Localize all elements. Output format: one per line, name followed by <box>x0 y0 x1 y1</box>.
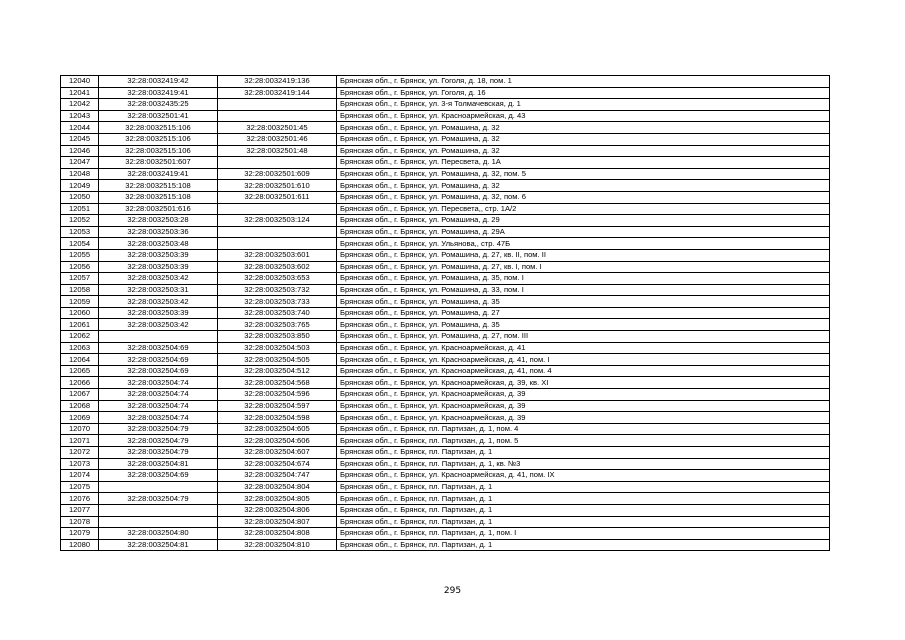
related-cadastral-number-cell: 32:28:0032501:46 <box>218 133 337 145</box>
address-cell: Брянская обл., г. Брянск, ул. Гоголя, д. 16 <box>337 87 830 99</box>
related-cadastral-number-cell: 32:28:0032504:810 <box>218 539 337 551</box>
related-cadastral-number-cell: 32:28:0032504:808 <box>218 528 337 540</box>
table-row <box>61 377 830 389</box>
cadastral-number-cell: 32:28:0032504:74 <box>99 400 218 412</box>
cadastral-number-cell: 32:28:0032501:41 <box>99 110 218 122</box>
record-number-cell: 12078 <box>61 516 99 528</box>
cadastral-number-cell: 32:28:0032504:80 <box>99 528 218 540</box>
address-cell: Брянская обл., г. Брянск, ул. Ромашина, д. 35, пом. I <box>337 273 830 285</box>
address-cell: Брянская обл., г. Брянск, пл. Партизан, д. 1 <box>337 447 830 459</box>
record-number-cell: 12052 <box>61 215 99 227</box>
cadastral-number-cell: 32:28:0032503:28 <box>99 215 218 227</box>
related-cadastral-number-cell: 32:28:0032501:45 <box>218 122 337 134</box>
record-number-cell: 12057 <box>61 273 99 285</box>
record-number-cell: 12071 <box>61 435 99 447</box>
related-cadastral-number-cell: 32:28:0032504:674 <box>218 458 337 470</box>
cadastral-number-cell: 32:28:0032504:81 <box>99 539 218 551</box>
related-cadastral-number-cell: 32:28:0032503:765 <box>218 319 337 331</box>
related-cadastral-number-cell: 32:28:0032501:611 <box>218 191 337 203</box>
table-row <box>61 261 830 273</box>
address-cell: Брянская обл., г. Брянск, пл. Партизан, д. 1, пом. 4 <box>337 423 830 435</box>
related-cadastral-number-cell: 32:28:0032503:602 <box>218 261 337 273</box>
record-number-cell: 12049 <box>61 180 99 192</box>
record-number-cell: 12067 <box>61 389 99 401</box>
address-cell: Брянская обл., г. Брянск, пл. Партизан, д. 1 <box>337 481 830 493</box>
address-cell: Брянская обл., г. Брянск, ул. Красноармейская, д. 41, пом. IX <box>337 470 830 482</box>
table-row <box>61 180 830 192</box>
cadastral-number-cell: 32:28:0032515:106 <box>99 145 218 157</box>
related-cadastral-number-cell: 32:28:0032419:136 <box>218 76 337 88</box>
record-number-cell: 12059 <box>61 296 99 308</box>
record-number-cell: 12065 <box>61 365 99 377</box>
table-row <box>61 400 830 412</box>
address-cell: Брянская обл., г. Брянск, ул. Ромашина, д. 27 <box>337 307 830 319</box>
record-number-cell: 12074 <box>61 470 99 482</box>
address-cell: Брянская обл., г. Брянск, пл. Партизан, д. 1, кв. №3 <box>337 458 830 470</box>
record-number-cell: 12046 <box>61 145 99 157</box>
address-cell: Брянская обл., г. Брянск, ул. Ромашина, д. 32, пом. 5 <box>337 168 830 180</box>
record-number-cell: 12062 <box>61 331 99 343</box>
cadastral-number-cell: 32:28:0032503:42 <box>99 319 218 331</box>
address-cell: Брянская обл., г. Брянск, пл. Партизан, д. 1, пом. I <box>337 528 830 540</box>
related-cadastral-number-cell <box>218 226 337 238</box>
cadastral-number-cell <box>99 504 218 516</box>
record-number-cell: 12051 <box>61 203 99 215</box>
related-cadastral-number-cell: 32:28:0032504:598 <box>218 412 337 424</box>
related-cadastral-number-cell <box>218 110 337 122</box>
cadastral-number-cell: 32:28:0032504:69 <box>99 365 218 377</box>
table-row <box>61 99 830 111</box>
table-row <box>61 389 830 401</box>
address-cell: Брянская обл., г. Брянск, пл. Партизан, д. 1 <box>337 504 830 516</box>
table-row <box>61 354 830 366</box>
record-number-cell: 12080 <box>61 539 99 551</box>
table-row <box>61 157 830 169</box>
address-cell: Брянская обл., г. Брянск, ул. Ромашина, д. 27, пом. III <box>337 331 830 343</box>
record-number-cell: 12058 <box>61 284 99 296</box>
address-cell: Брянская обл., г. Брянск, ул. Ромашина, д. 27, кв. II, пом. II <box>337 249 830 261</box>
cadastral-number-cell: 32:28:0032503:39 <box>99 307 218 319</box>
related-cadastral-number-cell: 32:28:0032504:807 <box>218 516 337 528</box>
address-cell: Брянская обл., г. Брянск, пл. Партизан, д. 1 <box>337 539 830 551</box>
table-row <box>61 539 830 551</box>
cadastral-number-cell <box>99 516 218 528</box>
related-cadastral-number-cell: 32:28:0032503:601 <box>218 249 337 261</box>
address-cell: Брянская обл., г. Брянск, ул. Ромашина, д. 35 <box>337 296 830 308</box>
address-cell: Брянская обл., г. Брянск, ул. Пересвета,, стр. 1А/2 <box>337 203 830 215</box>
table-row <box>61 342 830 354</box>
cadastral-number-cell <box>99 331 218 343</box>
related-cadastral-number-cell: 32:28:0032501:48 <box>218 145 337 157</box>
address-cell: Брянская обл., г. Брянск, ул. Красноармейская, д. 39, кв. XI <box>337 377 830 389</box>
cadastral-number-cell: 32:28:0032419:41 <box>99 87 218 99</box>
address-cell: Брянская обл., г. Брянск, пл. Партизан, д. 1 <box>337 493 830 505</box>
table-row <box>61 481 830 493</box>
table-row <box>61 365 830 377</box>
cadastral-number-cell: 32:28:0032515:108 <box>99 191 218 203</box>
cadastral-number-cell: 32:28:0032503:31 <box>99 284 218 296</box>
related-cadastral-number-cell <box>218 203 337 215</box>
cadastral-number-cell: 32:28:0032504:79 <box>99 493 218 505</box>
record-number-cell: 12055 <box>61 249 99 261</box>
address-cell: Брянская обл., г. Брянск, ул. Ромашина, д. 29 <box>337 215 830 227</box>
address-cell: Брянская обл., г. Брянск, ул. Ромашина, д. 32 <box>337 122 830 134</box>
address-cell: Брянская обл., г. Брянск, пл. Партизан, д. 1, пом. 5 <box>337 435 830 447</box>
table-row <box>61 331 830 343</box>
table-row <box>61 470 830 482</box>
address-cell: Брянская обл., г. Брянск, ул. Красноармейская, д. 41, пом. I <box>337 354 830 366</box>
cadastral-number-cell: 32:28:0032504:74 <box>99 412 218 424</box>
related-cadastral-number-cell: 32:28:0032504:505 <box>218 354 337 366</box>
related-cadastral-number-cell: 32:28:0032503:733 <box>218 296 337 308</box>
cadastral-number-cell: 32:28:0032501:616 <box>99 203 218 215</box>
related-cadastral-number-cell <box>218 157 337 169</box>
table-row <box>61 423 830 435</box>
table-row <box>61 238 830 250</box>
address-cell: Брянская обл., г. Брянск, пл. Партизан, д. 1 <box>337 516 830 528</box>
table-row <box>61 203 830 215</box>
cadastral-number-cell: 32:28:0032503:42 <box>99 273 218 285</box>
address-cell: Брянская обл., г. Брянск, ул. Ромашина, д. 33, пом. I <box>337 284 830 296</box>
table-row <box>61 145 830 157</box>
address-cell: Брянская обл., г. Брянск, ул. Красноармейская, д. 41, пом. 4 <box>337 365 830 377</box>
cadastral-number-cell: 32:28:0032419:42 <box>99 76 218 88</box>
table-row <box>61 319 830 331</box>
record-number-cell: 12076 <box>61 493 99 505</box>
address-cell: Брянская обл., г. Брянск, ул. Красноармейская, д. 39 <box>337 400 830 412</box>
address-cell: Брянская обл., г. Брянск, ул. Пересвета, д. 1А <box>337 157 830 169</box>
record-number-cell: 12069 <box>61 412 99 424</box>
related-cadastral-number-cell: 32:28:0032504:747 <box>218 470 337 482</box>
table-row <box>61 284 830 296</box>
record-number-cell: 12050 <box>61 191 99 203</box>
related-cadastral-number-cell <box>218 238 337 250</box>
table-row <box>61 191 830 203</box>
table-row <box>61 168 830 180</box>
address-cell: Брянская обл., г. Брянск, ул. Ромашина, д. 32 <box>337 180 830 192</box>
table-row <box>61 76 830 88</box>
record-number-cell: 12073 <box>61 458 99 470</box>
related-cadastral-number-cell: 32:28:0032503:850 <box>218 331 337 343</box>
table-row <box>61 296 830 308</box>
cadastral-number-cell: 32:28:0032504:79 <box>99 447 218 459</box>
table-row <box>61 249 830 261</box>
address-cell: Брянская обл., г. Брянск, ул. Гоголя, д. 18, пом. 1 <box>337 76 830 88</box>
record-number-cell: 12064 <box>61 354 99 366</box>
address-cell: Брянская обл., г. Брянск, ул. Ульянова,, стр. 47Б <box>337 238 830 250</box>
address-cell: Брянская обл., г. Брянск, ул. Ромашина, д. 32, пом. 6 <box>337 191 830 203</box>
table-row <box>61 412 830 424</box>
address-cell: Брянская обл., г. Брянск, ул. Красноармейская, д. 43 <box>337 110 830 122</box>
cadastral-number-cell: 32:28:0032504:69 <box>99 354 218 366</box>
address-cell: Брянская обл., г. Брянск, ул. Ромашина, д. 29А <box>337 226 830 238</box>
page-number: 295 <box>443 586 462 596</box>
cadastral-number-cell: 32:28:0032419:41 <box>99 168 218 180</box>
address-cell: Брянская обл., г. Брянск, ул. Ромашина, д. 32 <box>337 133 830 145</box>
record-number-cell: 12075 <box>61 481 99 493</box>
record-number-cell: 12053 <box>61 226 99 238</box>
related-cadastral-number-cell: 32:28:0032504:503 <box>218 342 337 354</box>
record-number-cell: 12061 <box>61 319 99 331</box>
cadastral-number-cell: 32:28:0032504:69 <box>99 470 218 482</box>
address-cell: Брянская обл., г. Брянск, ул. Красноармейская, д. 39 <box>337 389 830 401</box>
record-number-cell: 12072 <box>61 447 99 459</box>
related-cadastral-number-cell: 32:28:0032501:610 <box>218 180 337 192</box>
table-row <box>61 516 830 528</box>
related-cadastral-number-cell: 32:28:0032504:607 <box>218 447 337 459</box>
record-number-cell: 12056 <box>61 261 99 273</box>
related-cadastral-number-cell: 32:28:0032419:144 <box>218 87 337 99</box>
cadastral-number-cell: 32:28:0032503:39 <box>99 249 218 261</box>
cadastral-number-cell: 32:28:0032503:48 <box>99 238 218 250</box>
table-row <box>61 307 830 319</box>
record-number-cell: 12060 <box>61 307 99 319</box>
table-row <box>61 447 830 459</box>
table-row <box>61 133 830 145</box>
table-row <box>61 504 830 516</box>
table-row <box>61 273 830 285</box>
cadastral-number-cell <box>99 481 218 493</box>
table-row <box>61 493 830 505</box>
address-cell: Брянская обл., г. Брянск, ул. Ромашина, д. 35 <box>337 319 830 331</box>
record-number-cell: 12047 <box>61 157 99 169</box>
record-number-cell: 12079 <box>61 528 99 540</box>
cadastral-number-cell: 32:28:0032515:106 <box>99 122 218 134</box>
record-number-cell: 12045 <box>61 133 99 145</box>
record-number-cell: 12042 <box>61 99 99 111</box>
related-cadastral-number-cell <box>218 99 337 111</box>
table-row <box>61 226 830 238</box>
related-cadastral-number-cell: 32:28:0032503:653 <box>218 273 337 285</box>
cadastral-number-cell: 32:28:0032503:36 <box>99 226 218 238</box>
record-number-cell: 12070 <box>61 423 99 435</box>
table-row <box>61 528 830 540</box>
cadastral-number-cell: 32:28:0032504:74 <box>99 377 218 389</box>
record-number-cell: 12068 <box>61 400 99 412</box>
table-row <box>61 458 830 470</box>
address-cell: Брянская обл., г. Брянск, ул. Красноармейская, д. 41 <box>337 342 830 354</box>
related-cadastral-number-cell: 32:28:0032504:804 <box>218 481 337 493</box>
cadastral-number-cell: 32:28:0032515:106 <box>99 133 218 145</box>
address-cell: Брянская обл., г. Брянск, ул. Ромашина, д. 32 <box>337 145 830 157</box>
cadastral-number-cell: 32:28:0032435:25 <box>99 99 218 111</box>
related-cadastral-number-cell: 32:28:0032503:124 <box>218 215 337 227</box>
cadastral-number-cell: 32:28:0032504:69 <box>99 342 218 354</box>
record-number-cell: 12040 <box>61 76 99 88</box>
record-number-cell: 12063 <box>61 342 99 354</box>
address-cell: Брянская обл., г. Брянск, ул. Красноармейская, д. 39 <box>337 412 830 424</box>
related-cadastral-number-cell: 32:28:0032504:512 <box>218 365 337 377</box>
table-row <box>61 435 830 447</box>
related-cadastral-number-cell: 32:28:0032504:805 <box>218 493 337 505</box>
related-cadastral-number-cell: 32:28:0032504:605 <box>218 423 337 435</box>
cadastral-number-cell: 32:28:0032504:74 <box>99 389 218 401</box>
address-cell: Брянская обл., г. Брянск, ул. 3-я Толмачевская, д. 1 <box>337 99 830 111</box>
related-cadastral-number-cell: 32:28:0032504:596 <box>218 389 337 401</box>
record-number-cell: 12066 <box>61 377 99 389</box>
cadastral-number-cell: 32:28:0032515:108 <box>99 180 218 192</box>
related-cadastral-number-cell: 32:28:0032504:606 <box>218 435 337 447</box>
cadastral-number-cell: 32:28:0032504:79 <box>99 423 218 435</box>
related-cadastral-number-cell: 32:28:0032503:732 <box>218 284 337 296</box>
related-cadastral-number-cell: 32:28:0032504:568 <box>218 377 337 389</box>
record-number-cell: 12041 <box>61 87 99 99</box>
table-row <box>61 87 830 99</box>
record-number-cell: 12054 <box>61 238 99 250</box>
record-number-cell: 12077 <box>61 504 99 516</box>
address-cell: Брянская обл., г. Брянск, ул. Ромашина, д. 27, кв. I, пом. I <box>337 261 830 273</box>
related-cadastral-number-cell: 32:28:0032504:597 <box>218 400 337 412</box>
registry-table <box>60 75 830 551</box>
registry-table-body <box>61 76 830 551</box>
table-row <box>61 110 830 122</box>
cadastral-number-cell: 32:28:0032503:39 <box>99 261 218 273</box>
table-row <box>61 122 830 134</box>
cadastral-number-cell: 32:28:0032503:42 <box>99 296 218 308</box>
record-number-cell: 12043 <box>61 110 99 122</box>
cadastral-number-cell: 32:28:0032504:81 <box>99 458 218 470</box>
related-cadastral-number-cell: 32:28:0032503:740 <box>218 307 337 319</box>
cadastral-number-cell: 32:28:0032504:79 <box>99 435 218 447</box>
related-cadastral-number-cell: 32:28:0032504:806 <box>218 504 337 516</box>
related-cadastral-number-cell: 32:28:0032501:609 <box>218 168 337 180</box>
record-number-cell: 12044 <box>61 122 99 134</box>
cadastral-number-cell: 32:28:0032501:607 <box>99 157 218 169</box>
record-number-cell: 12048 <box>61 168 99 180</box>
table-row <box>61 215 830 227</box>
